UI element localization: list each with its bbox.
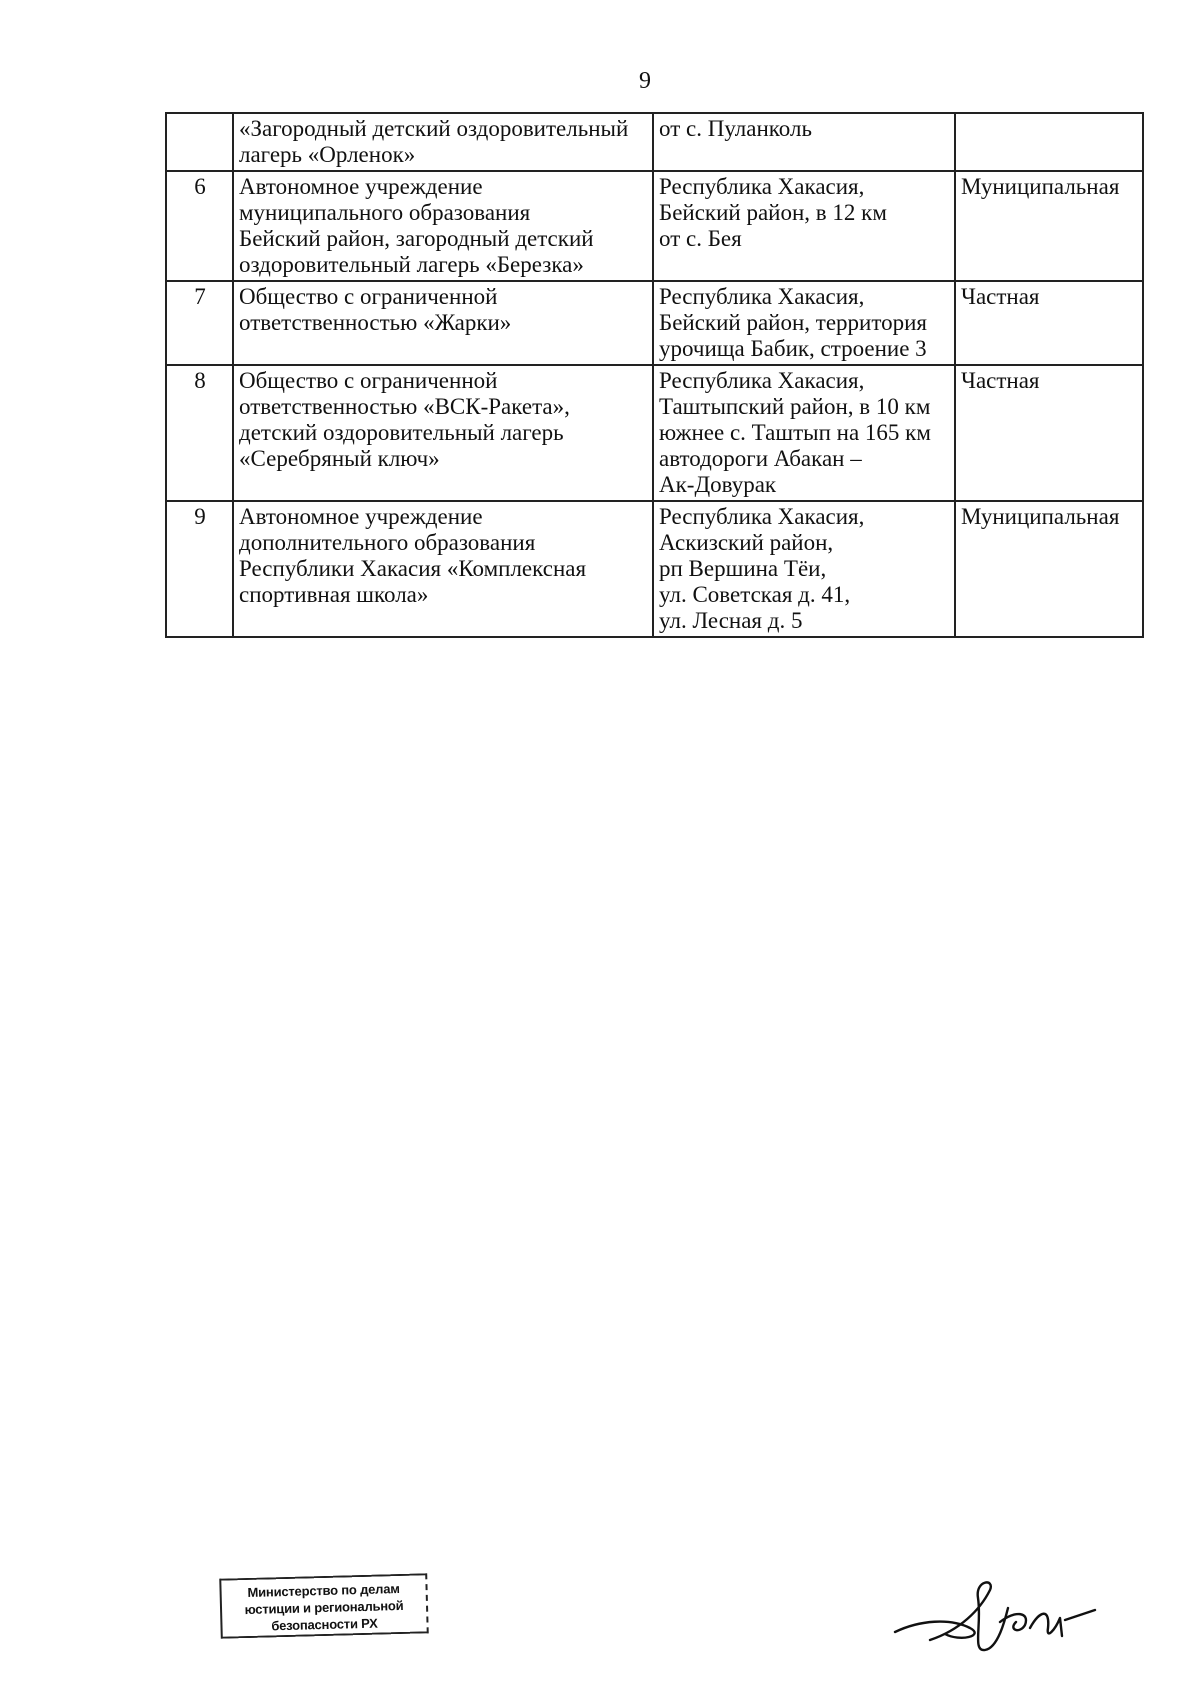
- institution-name-line: Общество с ограниченной: [239, 368, 498, 393]
- row-number: 9: [166, 501, 233, 637]
- institution-name-cell: [233, 365, 653, 501]
- table-body: [166, 113, 1143, 637]
- ownership-cell: [955, 113, 1143, 171]
- institutions-table: [165, 112, 1144, 638]
- address-line: Республика Хакасия,: [659, 368, 865, 393]
- address-line: автодороги Абакан –: [659, 446, 862, 471]
- institution-name-cell: [233, 281, 653, 365]
- institution-name-line: Бейский район, загородный детский: [239, 226, 594, 251]
- institution-name-cell: [233, 171, 653, 281]
- address-line: от с. Бея: [659, 226, 742, 251]
- institution-name-line: лагерь «Орленок»: [239, 142, 416, 167]
- row-number: [166, 113, 233, 171]
- address-line: Бейский район, в 12 км: [659, 200, 887, 225]
- row-number: 6: [166, 171, 233, 281]
- address-cell: [653, 365, 955, 501]
- stamp-line: Министерство по делам: [247, 1581, 400, 1600]
- table-row: [166, 171, 1143, 281]
- table-row: [166, 113, 1143, 171]
- address-line: южнее с. Таштып на 165 км: [659, 420, 931, 445]
- address-line: урочища Бабик, строение 3: [659, 336, 927, 361]
- row-number: 7: [166, 281, 233, 365]
- address-cell: [653, 501, 955, 637]
- address-line: Таштыпский район, в 10 км: [659, 394, 931, 419]
- institution-name-line: спортивная школа»: [239, 582, 429, 607]
- table-row: [166, 365, 1143, 501]
- stamp-line: безопасности РХ: [271, 1615, 378, 1634]
- institution-name-line: Автономное учреждение: [239, 174, 483, 199]
- institution-name-line: Общество с ограниченной: [239, 284, 498, 309]
- institution-name-line: «Серебряный ключ»: [239, 446, 440, 471]
- address-cell: [653, 113, 955, 171]
- address-line: Бейский район, территория: [659, 310, 928, 335]
- ministry-stamp: [219, 1573, 428, 1638]
- stamp-line: юстиции и региональной: [244, 1597, 404, 1618]
- address-line: Республика Хакасия,: [659, 504, 865, 529]
- address-line: Республика Хакасия,: [659, 284, 865, 309]
- address-cell: [653, 171, 955, 281]
- institution-name-line: Республики Хакасия «Комплексная: [239, 556, 587, 581]
- address-line: Республика Хакасия,: [659, 174, 865, 199]
- ownership-cell: Муниципальная: [955, 501, 1143, 637]
- institution-name-cell: [233, 501, 653, 637]
- handwritten-signature: [890, 1570, 1110, 1660]
- institution-name-line: дополнительного образования: [239, 530, 536, 555]
- institution-name-line: муниципального образования: [239, 200, 531, 225]
- table-row: [166, 501, 1143, 637]
- institution-name-line: Автономное учреждение: [239, 504, 483, 529]
- page-number: 9: [639, 68, 651, 94]
- address-line: ул. Советская д. 41,: [659, 582, 851, 607]
- ownership-cell: Частная: [955, 365, 1143, 501]
- address-line: Ак-Довурак: [659, 472, 777, 497]
- ownership-cell: Частная: [955, 281, 1143, 365]
- institution-name-line: детский оздоровительный лагерь: [239, 420, 564, 445]
- address-line: Аскизский район,: [659, 530, 834, 555]
- address-line: от с. Пуланколь: [659, 116, 812, 141]
- address-line: ул. Лесная д. 5: [659, 608, 803, 633]
- institution-name-line: «Загородный детский оздоровительный: [239, 116, 629, 141]
- institution-name-line: ответственностью «ВСК-Ракета»,: [239, 394, 570, 419]
- row-number: 8: [166, 365, 233, 501]
- table-row: [166, 281, 1143, 365]
- institution-name-line: оздоровительный лагерь «Березка»: [239, 252, 584, 277]
- address-line: рп Вершина Тёи,: [659, 556, 827, 581]
- institution-name-cell: [233, 113, 653, 171]
- ownership-cell: Муниципальная: [955, 171, 1143, 281]
- address-cell: [653, 281, 955, 365]
- institution-name-line: ответственностью «Жарки»: [239, 310, 512, 335]
